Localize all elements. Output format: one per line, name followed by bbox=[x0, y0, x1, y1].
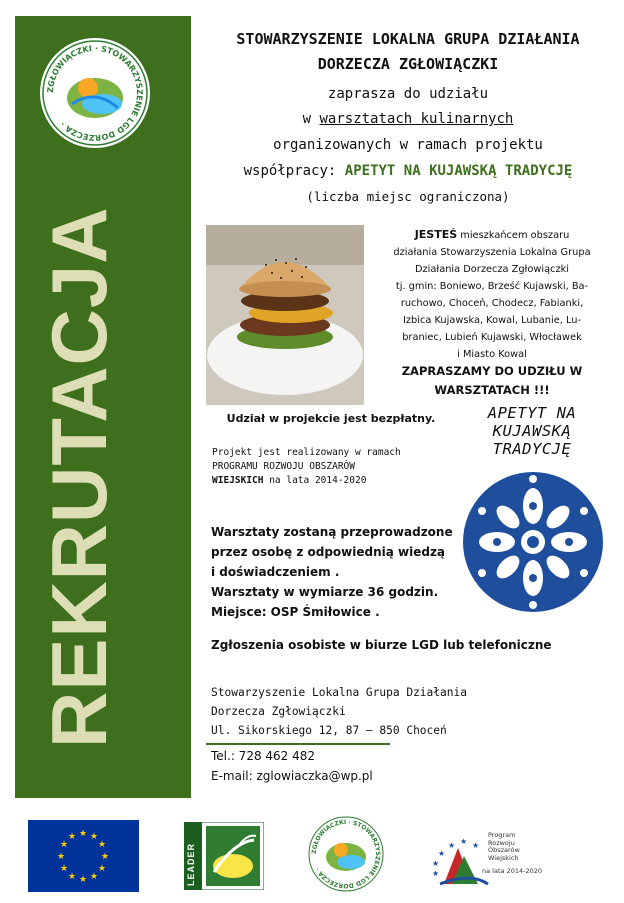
svg-text:★: ★ bbox=[59, 840, 69, 850]
svg-text:★: ★ bbox=[97, 840, 107, 850]
invitation-cta: ZAPRASZAMY DO UDZIŁU W WARSZTATACH !!! bbox=[401, 364, 583, 397]
lgd-logo bbox=[40, 38, 150, 148]
workshop-details: Warsztaty zostaną przeprowadzone przez osobę z odpowiednią wiedzą i doświadczeniem . Warsztaty w wymiarze 36 godzin. Miejsce: OSP Śmiłowice . bbox=[211, 525, 453, 619]
svg-text:★: ★ bbox=[432, 869, 440, 878]
leader-logo bbox=[184, 822, 264, 890]
project-name: APETYT NA KUJAWSKĄ TRADYCJĘ bbox=[344, 163, 573, 179]
divider bbox=[206, 743, 390, 745]
burger-photo bbox=[206, 225, 364, 405]
svg-text:★: ★ bbox=[56, 852, 66, 862]
org-name-line1: STOWARZYSZENIE LOKALNA GRUPA DZIAŁANIA bbox=[236, 30, 580, 48]
prow-logo bbox=[430, 826, 610, 890]
contact-info bbox=[211, 746, 471, 786]
svg-text:★: ★ bbox=[89, 872, 99, 882]
resident-info: JESTEŚ mieszkańcem obszaru działania Stowarzyszenia Lokalna Grupa Działania Dorzecza Zgłowiączki tj. gmin: Boniewo, Brześć Kujawski, Ba- ruchowo, Choceń, Chodecz, Fabianki, Izbica Kujawska, Kowal, Lubanie, Lu- braniec, Lubień Kujawski, Włocławek i Miasto Kowal bbox=[393, 228, 591, 360]
svg-text:★: ★ bbox=[432, 859, 440, 868]
recruitment-title: REKRUTACJA bbox=[35, 206, 123, 748]
prow-program-note: Projekt jest realizowany w ramach PROGRAMU ROZWOJU OBSZARÓW WIEJSKICH na lata 2014-2020 bbox=[212, 447, 401, 486]
eu-flag-icon bbox=[28, 820, 139, 892]
folk-ornament-icon bbox=[462, 471, 604, 613]
free-participation-note: Udział w projekcie jest bezpłatny. bbox=[226, 412, 436, 425]
lgd-small-ring-text: ZGŁOWIĄCZKI · STOWARZYSZENIE LGD DORZECZA · bbox=[310, 818, 382, 890]
email-link[interactable]: E-mail: zglowiaczka@wp.pl bbox=[211, 769, 373, 783]
org-name-line2: DORZECZA ZGŁOWIĄCZKI bbox=[317, 55, 499, 73]
project-brand-title: APETYT NA KUJAWSKĄ TRADYCJĘ bbox=[487, 404, 577, 458]
invite-line4: współpracy: APETYT NA KUJAWSKĄ TRADYCJĘ bbox=[243, 163, 573, 179]
lgd-logo-small bbox=[307, 815, 385, 893]
svg-text:★: ★ bbox=[460, 837, 468, 846]
workshop-type: warsztatach kulinarnych bbox=[319, 111, 514, 127]
svg-text:★: ★ bbox=[67, 832, 77, 842]
svg-text:★: ★ bbox=[67, 872, 77, 882]
limited-seats-note: (liczba miejsc ograniczona) bbox=[306, 189, 510, 204]
svg-text:★: ★ bbox=[59, 864, 69, 874]
prow-logo-text: Program Rozwoju Obszarów Wiejskich na lata 2014-2020 bbox=[482, 831, 542, 875]
leader-logo-text: LEADER bbox=[186, 842, 196, 886]
svg-text:★: ★ bbox=[448, 841, 456, 850]
svg-text:★: ★ bbox=[78, 875, 88, 885]
application-info: Zgłoszenia osobiste w biurze LGD lub telefoniczne bbox=[211, 638, 552, 652]
svg-text:★: ★ bbox=[472, 841, 480, 850]
office-address: Stowarzyszenie Lokalna Grupa Działania Dorzecza Zgłowiączki Ul. Sikorskiego 12, 87 – 850 Choceń bbox=[211, 686, 467, 737]
svg-text:★: ★ bbox=[78, 829, 88, 839]
phone-number[interactable]: Tel.: 728 462 482 bbox=[211, 749, 316, 763]
svg-text:★: ★ bbox=[89, 832, 99, 842]
lgd-logo-ring-text: ZGŁOWIĄCZKI · STOWARZYSZENIE LGD DORZECZA · bbox=[45, 43, 145, 143]
invite-line2: w warsztatach kulinarnych bbox=[302, 111, 514, 127]
svg-text:★: ★ bbox=[100, 852, 110, 862]
invite-line1: zaprasza do udziału bbox=[327, 86, 489, 102]
invite-line3: organizowanych w ramach projektu bbox=[273, 137, 543, 153]
svg-text:★: ★ bbox=[97, 864, 107, 874]
svg-text:★: ★ bbox=[438, 849, 446, 858]
